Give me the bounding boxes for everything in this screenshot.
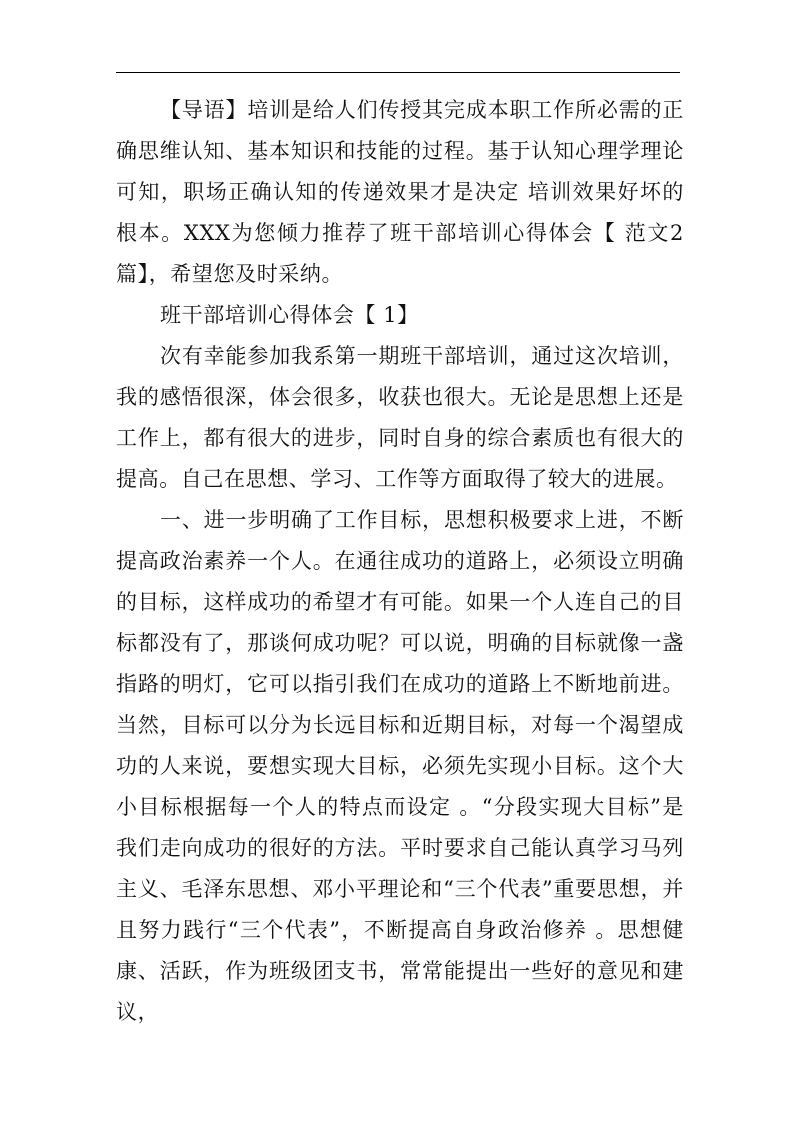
intro-paragraph: 【导语】培训是给人们传授其完成本职工作所必需的正确思维认知、基本知识和技能的过程。基于认知心理学理论可知，职场正确认知的传递效果才是决定 培训效果好坏的根本。XXX为您倾力推荐了班干部培训心得体会【 范文2篇】，希望您及时采纳。 <box>116 98 684 286</box>
body-paragraph-2: 一、进一步明确了工作目标，思想积极要求上进，不断提高政治素养一个人。在通往成功的道路上，必须设立明确的目标，这样成功的希望才有可能。如果一个人连自己的目标都没有了，那谈何成功呢？可以说，明确的目标就像一盏指路的明灯，它可以指引我们在成功的道路上不断地前进。当然，目标可以分为长远目标和近期目标，对每一个渴望成功的人来说，要想实现大目标，必须先实现小目标。这个大小目标根据每一个人的特点而设定 。“分段实现大目标”是我们走向成功的很好的方法。平时要求自己能认真学习马列主义、毛泽东思想、邓小平理论和“三个代表”重要思想，并且努力践行“三个代表”，不断提高自身政治修养 。思想健康、活跃，作为班级团支书，常常能提出一些好的意见和建议， <box>116 508 684 1024</box>
section-title: 班干部培训心得体会【 1】 <box>160 303 419 327</box>
document-body <box>116 90 684 1033</box>
body-paragraph-1: 次有幸能参加我系第一期班干部培训，通过这次培训，我的感悟很深，体会很多，收获也很大。无论是思想上还是工作上，都有很大的进步，同时自身的综合素质也有很大的提高。自己在思想、学习、工作等方面取得了较大的进展。 <box>116 344 684 491</box>
header-rule <box>116 72 680 73</box>
